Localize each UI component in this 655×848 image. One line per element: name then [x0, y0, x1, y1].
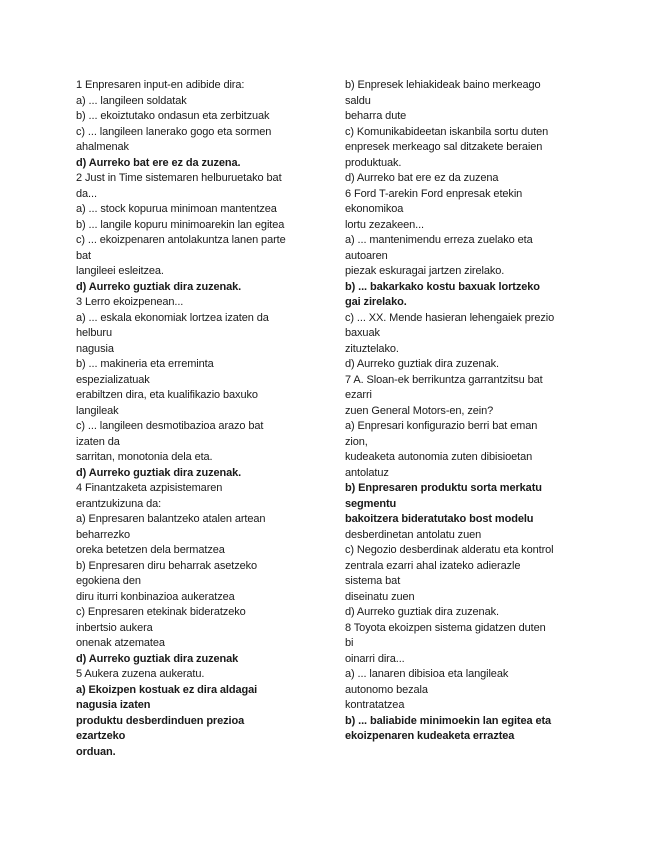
text-line: ezartzeko — [76, 730, 126, 742]
text-line: c) ... XX. Mende hasieran lehengaiek prezio — [345, 311, 555, 324]
text-line: d) Aurreko guztiak dira zuzenak. — [76, 466, 242, 479]
text-line: sarritan, monotonia dela eta. — [76, 451, 213, 463]
text-line: zion, — [345, 435, 368, 448]
text-line: beharrezko — [76, 528, 131, 541]
text-line: 4 Finantzaketa azpisistemaren — [76, 482, 223, 494]
text-line: izaten da — [76, 435, 120, 448]
text-line: bakoitzera bideratutako bost modelu — [345, 513, 534, 525]
text-line: baxuak — [345, 327, 380, 339]
text-line: antolatuz — [345, 466, 389, 479]
text-line: ekonomikoa — [345, 203, 404, 215]
text-line: kudeaketa autonomia zuten dibisioetan — [345, 451, 533, 463]
text-line: onenak atzematea — [76, 637, 165, 649]
text-line: ahalmenak — [76, 141, 129, 153]
text-line: b) Enpresaren produktu sorta merkatu — [345, 482, 542, 494]
text-line: a) ... mantenimendu erreza zuelako eta — [345, 234, 533, 246]
text-line: produktu desberdinduen prezioa — [76, 714, 245, 727]
text-line: a) ... lanaren dibisioa eta langileak — [345, 668, 509, 680]
text-line: b) Enpresek lehiakideak baino merkeago — [345, 79, 541, 91]
text-line: beharra dute — [345, 110, 407, 122]
text-line: b) ... ekoiztutako ondasun eta zerbitzuak — [76, 110, 270, 122]
text-line: c) ... langileen desmotibazioa arazo bat — [76, 420, 264, 432]
text-line: bat — [76, 249, 91, 262]
text-line: zentrala ezarri ahal izateko adierazle — [345, 559, 521, 572]
text-line: zituztelako. — [345, 342, 399, 355]
text-line: 1 Enpresaren input-en adibide dira: — [76, 79, 245, 91]
text-line: enpresek merkeago sal ditzakete beraien — [345, 141, 543, 153]
text-line: a) Enpresari konfigurazio berri bat eman — [345, 420, 538, 432]
text-line: b) ... bakarkako kostu baxuak lortzeko — [345, 280, 540, 293]
text-line: saldu — [345, 94, 371, 107]
text-line: sistema bat — [345, 575, 401, 587]
text-line: nagusia izaten — [76, 699, 151, 711]
text-line: d) Aurreko bat ere ez da zuzena — [345, 172, 499, 184]
text-line: 7 A. Sloan-ek berrikuntza garrantzitsu bat — [345, 373, 543, 386]
text-line: ekoizpenaren kudeaketa erraztea — [345, 730, 515, 742]
text-line: a) ... stock kopurua minimoan mantentzea — [76, 203, 277, 215]
text-line: autonomo bezala — [345, 683, 428, 696]
text-line: 5 Aukera zuzena aukeratu. — [76, 668, 205, 680]
text-line: orduan. — [76, 745, 116, 758]
text-line: c) Negozio desberdinak alderatu eta kontrol — [345, 544, 554, 556]
text-line: erabiltzen dira, eta kualifikazio baxuko — [76, 389, 258, 401]
text-line: erantzukizuna da: — [76, 497, 162, 510]
text-line: a) Ekoizpen kostuak ez dira aldagai — [76, 683, 258, 696]
text-line: lortu zezakeen... — [345, 218, 425, 231]
text-line: 3 Lerro ekoizpenean... — [76, 296, 184, 308]
text-line: d) Aurreko guztiak dira zuzenak. — [345, 606, 499, 618]
text-line: b) ... baliabide minimoekin lan egitea eta — [345, 714, 552, 727]
text-line: inbertsio aukera — [76, 621, 153, 634]
text-line: langileei esleitzea. — [76, 265, 164, 277]
text-line: oinarri dira... — [345, 652, 405, 665]
text-line: b) ... langile kopuru minimoarekin lan egitea — [76, 218, 285, 231]
text-line: desberdinetan antolatu zuen — [345, 528, 482, 541]
text-line: produktuak. — [345, 156, 402, 169]
text-line: diseinatu zuen — [345, 590, 415, 603]
text-line: d) Aurreko bat ere ez da zuzena. — [76, 156, 241, 169]
text-line: a) Enpresaren balantzeko atalen artean — [76, 513, 266, 525]
text-line: egokiena den — [76, 575, 141, 587]
text-line: a) ... eskala ekonomiak lortzea izaten da — [76, 311, 269, 324]
text-line: b) Enpresaren diru beharrak asetzeko — [76, 559, 258, 572]
text-line: 2 Just in Time sistemaren helburuetako bat — [76, 172, 282, 184]
text-line: langileak — [76, 404, 119, 417]
text-line: d) Aurreko guztiak dira zuzenak. — [345, 358, 499, 370]
text-line: zuen General Motors-en, zein? — [345, 404, 494, 417]
text-line: helburu — [76, 327, 112, 339]
text-line: c) Komunikabideetan iskanbila sortu duten — [345, 125, 549, 138]
text-line: c) Enpresaren etekinak bideratzeko — [76, 606, 246, 618]
text-line: d) Aurreko guztiak dira zuzenak. — [76, 280, 242, 293]
text-line: piezak eskuragai jartzen zirelako. — [345, 265, 505, 277]
text-line: oreka betetzen dela bermatzea — [76, 544, 225, 556]
text-line: a) ... langileen soldatak — [76, 94, 187, 107]
text-line: espezializatuak — [76, 373, 150, 386]
text-line: ezarri — [345, 389, 372, 401]
text-line: 8 Toyota ekoizpen sistema gidatzen duten — [345, 621, 546, 634]
text-line: diru iturri konbinazioa aukeratzea — [76, 590, 235, 603]
text-line: kontratatzea — [345, 699, 405, 711]
text-line: da... — [76, 187, 97, 200]
text-line: segmentu — [345, 497, 397, 510]
text-line: 6 Ford T-arekin Ford enpresak etekin — [345, 187, 523, 200]
left-column — [76, 78, 316, 760]
text-line: autoaren — [345, 249, 388, 262]
text-line: c) ... ekoizpenaren antolakuntza lanen parte — [76, 234, 286, 246]
text-line: bi — [345, 637, 354, 649]
text-line: nagusia — [76, 342, 114, 355]
text-line: c) ... langileen lanerako gogo eta sormen — [76, 125, 272, 138]
text-line: d) Aurreko guztiak dira zuzenak — [76, 652, 239, 665]
right-column — [345, 78, 590, 745]
text-line: gai zirelako. — [345, 296, 407, 308]
text-line: b) ... makineria eta erreminta — [76, 358, 214, 370]
